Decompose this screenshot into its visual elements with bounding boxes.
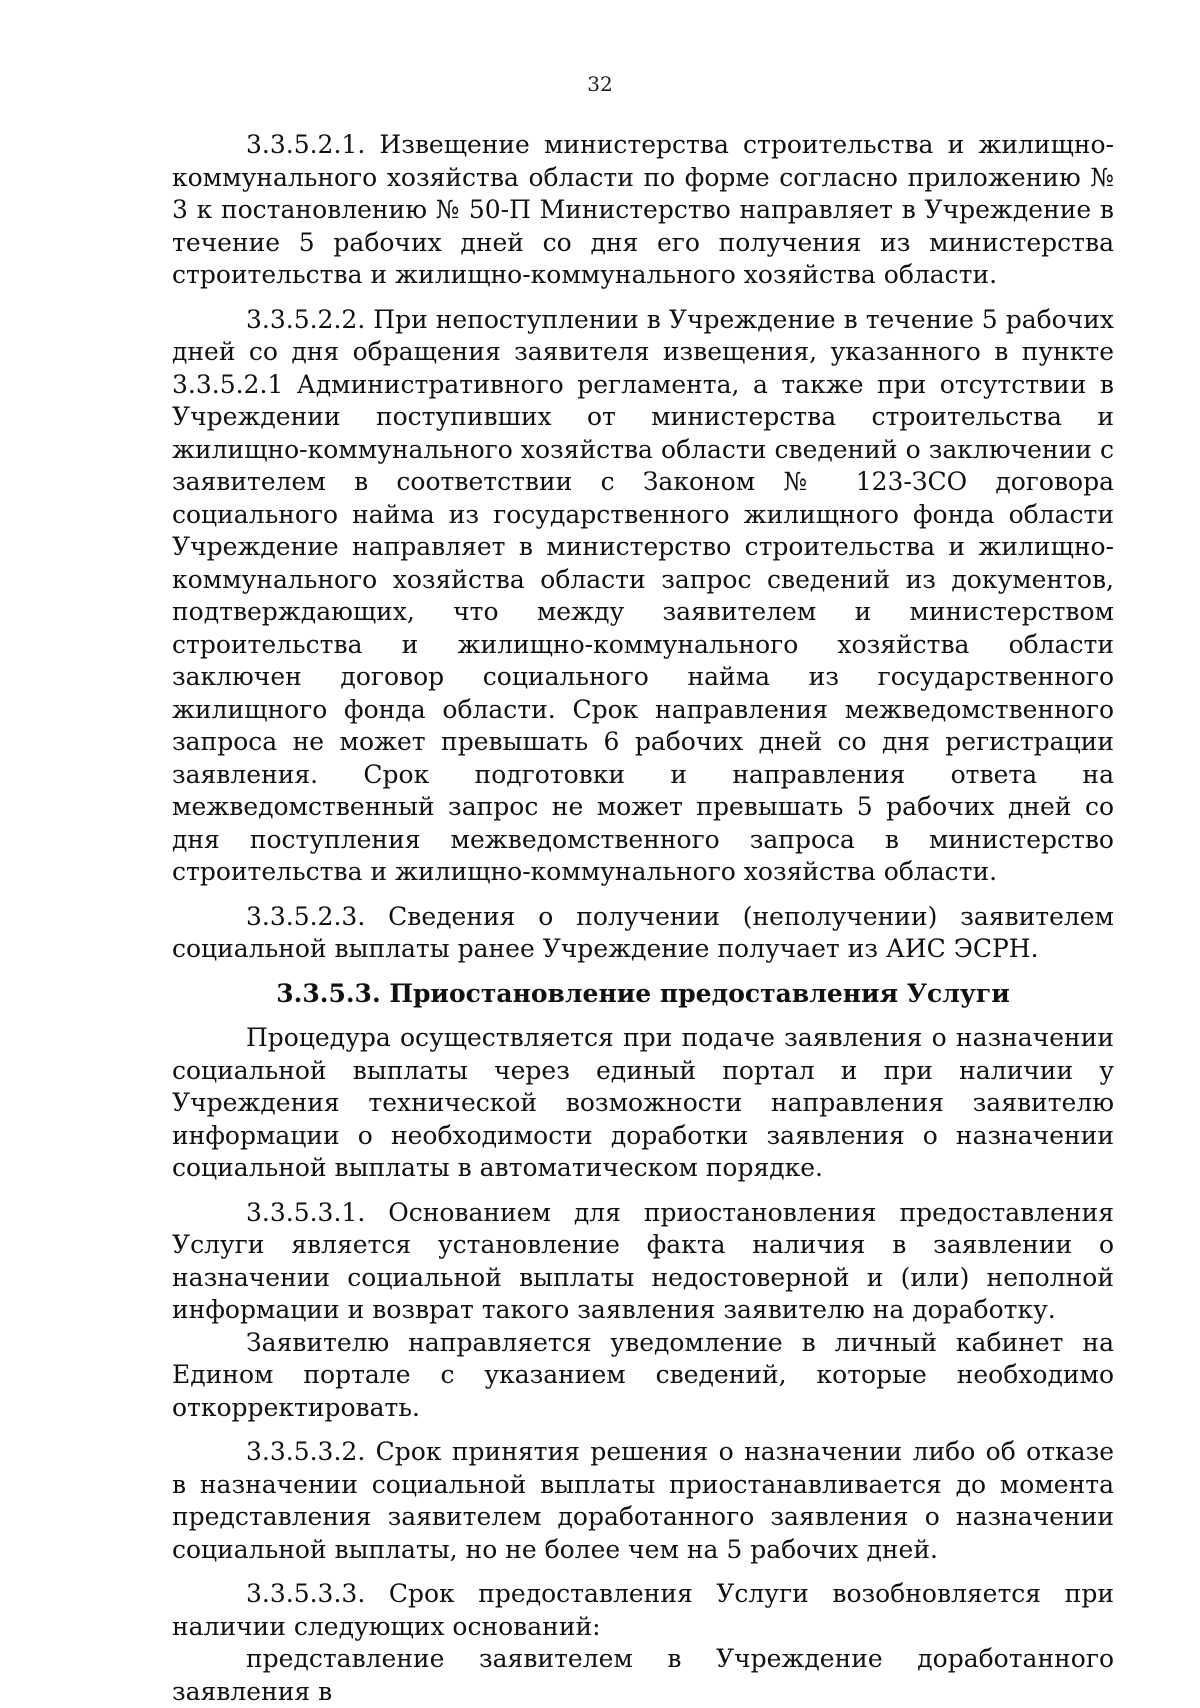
- paragraph-continuation: представление заявителем в Учреждение доработанного заявления в: [172, 1644, 1114, 1706]
- paragraph-3-3-5-2-1: 3.3.5.2.1. Извещение министерства строительства и жилищно-коммунального хозяйства области по форме согласно приложению № 3 к постановлению № 50-П Министерство направляет в Учреждение в течение 5 рабочих дней со дня его получения из министерства строительства и жилищно-коммунального хозяйства области.: [172, 130, 1114, 289]
- paragraph-notification: Заявителю направляется уведомление в личный кабинет на Едином портале с указанием сведений, которые необходимо откорректировать.: [172, 1327, 1114, 1422]
- paragraph-3-3-5-2-2: 3.3.5.2.2. При непоступлении в Учреждение в течение 5 рабочих дней со дня обращения заявителя извещения, указанного в пункте 3.3.5.2.1 Административного регламента, а также при отсутствии в Учреждении поступивших от министерства строительства и жилищно-коммунального хозяйства области сведений о заключении с заявителем в соответствии с Законом № 123-ЗСО договора социального найма из государственного жилищного фонда области Учреждение направляет в министерство строительства и жилищно-коммунального хозяйства области запрос сведений из документов, подтверждающих, что между заявителем и министерством строительства и жилищно-коммунального хозяйства области заключен договор социального найма из государственного жилищного фонда области. Срок направления межведомственного запроса не может превышать 6 рабочих дней со дня регистрации заявления. Срок подготовки и направления ответа на межведомственный запрос не может превышать 5 рабочих дней со дня поступления межведомственного запроса в министерство строительства и жилищно-коммунального хозяйства области.: [172, 304, 1114, 886]
- paragraph-3-3-5-3-2: 3.3.5.3.2. Срок принятия решения о назначении либо об отказе в назначении социальной выплаты приостанавливается до момента представления заявителем доработанного заявления о назначении социальной выплаты, но не более чем на 5 рабочих дней.: [172, 1437, 1114, 1564]
- page-number: 32: [587, 72, 613, 96]
- document-body: [172, 129, 1114, 1708]
- paragraph-3-3-5-3-1: 3.3.5.3.1. Основанием для приостановления предоставления Услуги является установление факта наличия в заявлении о назначении социальной выплаты недостоверной и (или) неполной информации и возврат такого заявления заявителю на доработку.: [172, 1197, 1114, 1324]
- section-heading-3-3-5-3: 3.3.5.3. Приостановление предоставления Услуги: [276, 978, 1010, 1008]
- paragraph-3-3-5-2-3: 3.3.5.2.3. Сведения о получении (неполучении) заявителем социальной выплаты ранее Учреждение получает из АИС ЭСРН.: [172, 901, 1114, 963]
- paragraph-procedure: Процедура осуществляется при подаче заявления о назначении социальной выплаты через единый портал и при наличии у Учреждения технической возможности направления заявителю информации о необходимости доработки заявления о назначении социальной выплаты в автоматическом порядке.: [172, 1023, 1114, 1182]
- paragraph-3-3-5-3-3: 3.3.5.3.3. Срок предоставления Услуги возобновляется при наличии следующих оснований:: [172, 1579, 1114, 1641]
